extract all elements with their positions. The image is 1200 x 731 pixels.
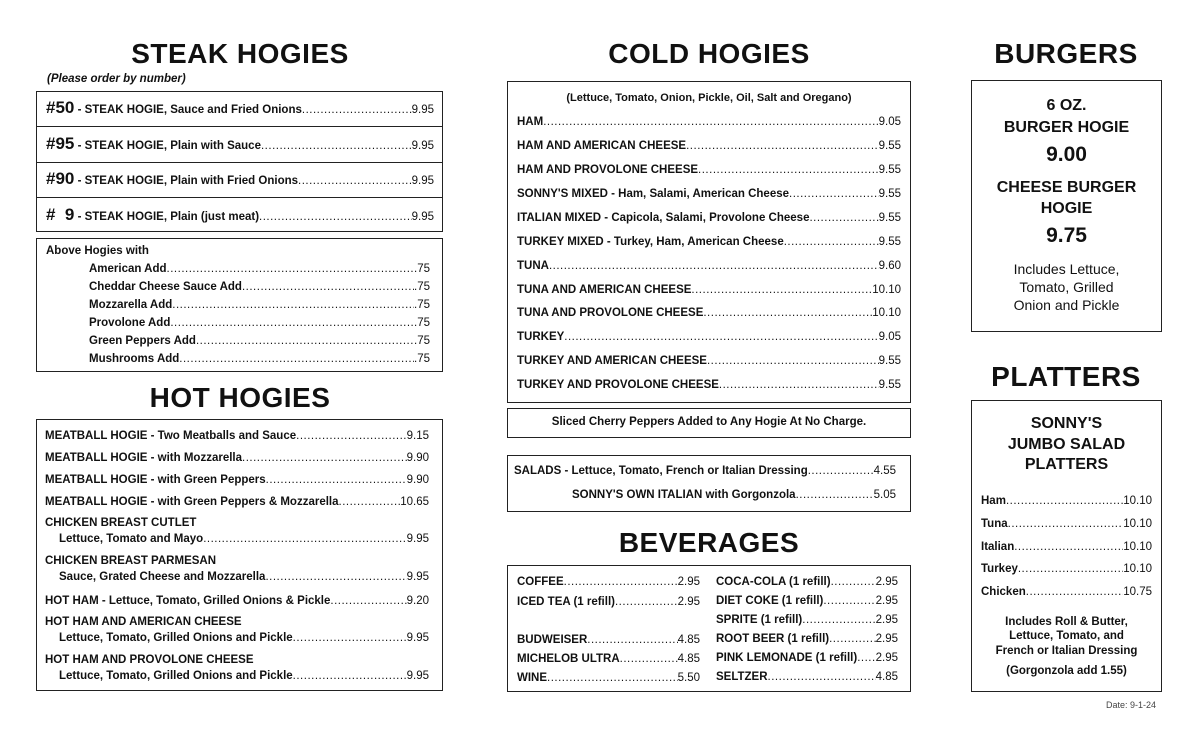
item-label: DIET COKE (1 refill) — [716, 595, 824, 607]
item-price: 9.55 — [878, 236, 901, 248]
item-price: 10.10 — [1123, 541, 1152, 553]
leader-dots — [259, 211, 412, 223]
item-price: 5.05 — [873, 489, 896, 501]
platters-heading: PLATTERS — [991, 361, 1141, 392]
platter-item — [981, 541, 1152, 553]
leader-dots — [261, 140, 412, 152]
leader-dots — [242, 452, 407, 464]
item-price: 9.55 — [878, 355, 901, 367]
item-price: 9.95 — [411, 104, 434, 116]
item-price: 9.90 — [406, 474, 429, 486]
cold-item — [517, 331, 901, 343]
cherry-peppers-note: Sliced Cherry Peppers Added to Any Hogie At No Charge. — [551, 416, 867, 428]
hot-item — [59, 533, 429, 545]
item-label: Mushrooms Add — [89, 353, 180, 365]
cold-item — [517, 140, 901, 152]
leader-dots — [857, 652, 875, 664]
platter-item — [981, 586, 1152, 598]
cold-item — [517, 355, 901, 367]
steak-hogies-heading: STEAK HOGIES — [131, 38, 349, 69]
divider — [36, 162, 443, 163]
item-label: COFFEE — [517, 576, 564, 588]
burger-price: 9.00 — [1046, 143, 1087, 166]
steak-order-note: (Please order by number) — [47, 73, 186, 85]
item-price: 9.95 — [406, 632, 429, 644]
leader-dots — [298, 175, 412, 187]
menu-date: Date: 9-1-24 — [1106, 700, 1157, 710]
cold-item — [517, 379, 901, 391]
item-label: Tuna — [981, 518, 1008, 530]
cold-item — [517, 260, 901, 272]
item-label: MEATBALL HOGIE - with Mozzarella — [45, 452, 242, 464]
item-label: Mozzarella Add — [89, 299, 173, 311]
item-label: COCA-COLA (1 refill) — [716, 576, 831, 588]
cheeseburger-name: CHEESE BURGER — [996, 179, 1137, 196]
item-price: 10.65 — [400, 496, 429, 508]
item-label: TUNA — [517, 260, 549, 272]
salad-item — [514, 465, 896, 477]
gorgonzola-note: (Gorgonzola add 1.55) — [1006, 665, 1127, 677]
beverage-item — [716, 576, 898, 588]
item-price: 9.05 — [878, 116, 901, 128]
item-price: 10.10 — [872, 307, 901, 319]
item-label: Provolone Add — [89, 317, 171, 329]
leader-dots — [172, 299, 414, 311]
leader-dots — [784, 236, 879, 248]
item-label: Lettuce, Tomato, Grilled Onions and Pickle — [59, 670, 293, 682]
leader-dots — [564, 576, 678, 588]
item-label: Turkey — [981, 563, 1018, 575]
leader-dots — [293, 632, 407, 644]
item-price: 2.95 — [875, 652, 898, 664]
leader-dots — [587, 634, 677, 646]
item-price: 9.15 — [406, 430, 429, 442]
burger-size: 6 OZ. — [1046, 97, 1087, 114]
addon-item — [89, 299, 430, 311]
cold-item — [517, 188, 901, 200]
item-number: # 9 — [46, 205, 75, 224]
item-label: SELTZER — [716, 671, 768, 683]
platters-includes: French or Italian Dressing — [995, 645, 1138, 657]
item-price: 4.85 — [677, 653, 700, 665]
item-price: .75 — [414, 317, 430, 329]
cold-item — [517, 116, 901, 128]
cheeseburger-price: 9.75 — [1046, 224, 1087, 247]
item-price: 9.95 — [406, 571, 429, 583]
item-label: BUDWEISER — [517, 634, 588, 646]
leader-dots — [564, 331, 878, 343]
hot-item — [45, 452, 429, 464]
leader-dots — [543, 116, 878, 128]
item-price: 4.55 — [873, 465, 896, 477]
item-label: ROOT BEER (1 refill) — [716, 633, 830, 645]
leader-dots — [829, 633, 876, 645]
leader-dots — [802, 614, 875, 626]
item-price: 9.95 — [411, 211, 434, 223]
item-price: 10.10 — [1123, 563, 1152, 575]
item-label: HAM — [517, 116, 544, 128]
leader-dots — [170, 317, 414, 329]
beverage-item — [716, 652, 898, 664]
item-price: 9.55 — [878, 164, 901, 176]
salad-item — [572, 489, 896, 501]
beverage-item — [716, 671, 898, 683]
item-price: .75 — [414, 263, 430, 275]
item-label: Green Peppers Add — [89, 335, 196, 347]
item-price: 9.05 — [878, 331, 901, 343]
leader-dots — [1006, 495, 1123, 507]
leader-dots — [789, 188, 879, 200]
item-price: 2.95 — [875, 633, 898, 645]
leader-dots — [831, 576, 876, 588]
beverage-item — [517, 576, 700, 588]
leader-dots — [1018, 563, 1123, 575]
hot-item — [59, 670, 429, 682]
platters-includes: Includes Roll & Butter, — [1005, 616, 1128, 628]
item-label: TURKEY MIXED - Turkey, Ham, American Cheese — [517, 236, 784, 248]
item-price: 10.10 — [1123, 495, 1152, 507]
item-price: .75 — [414, 281, 430, 293]
leader-dots — [796, 489, 874, 501]
item-label: - STEAK HOGIE, Plain with Sauce — [77, 140, 261, 152]
item-label: TURKEY — [517, 331, 565, 343]
leader-dots — [1014, 541, 1123, 553]
beverage-item — [517, 653, 700, 665]
leader-dots — [823, 595, 875, 607]
leader-dots — [620, 653, 678, 665]
item-price: 9.95 — [406, 533, 429, 545]
item-price: .75 — [414, 335, 430, 347]
hot-item-title: HOT HAM AND PROVOLONE CHEESE — [45, 654, 254, 666]
salads-box — [507, 455, 911, 512]
steak-item — [46, 205, 434, 225]
item-price: 9.95 — [406, 670, 429, 682]
item-label: PINK LEMONADE (1 refill) — [716, 652, 858, 664]
hot-item — [45, 430, 429, 442]
leader-dots — [719, 379, 879, 391]
item-label: SONNY'S OWN ITALIAN with Gorgonzola — [572, 489, 796, 501]
item-price: 9.55 — [878, 212, 901, 224]
cold-note: (Lettuce, Tomato, Onion, Pickle, Oil, Salt and Oregano) — [566, 92, 852, 104]
item-label: MEATBALL HOGIE - with Green Peppers — [45, 474, 266, 486]
item-label: American Add — [89, 263, 167, 275]
item-price: 4.85 — [875, 671, 898, 683]
platters-title: JUMBO SALAD — [1007, 436, 1126, 453]
leader-dots — [1008, 518, 1124, 530]
beverage-item — [716, 614, 898, 626]
beverage-item — [716, 633, 898, 645]
burger-includes: Includes Lettuce, — [1013, 261, 1120, 277]
addon-item — [89, 353, 430, 365]
hot-item-title: HOT HAM AND AMERICAN CHEESE — [45, 616, 242, 628]
item-price: 2.95 — [875, 576, 898, 588]
leader-dots — [686, 140, 879, 152]
leader-dots — [547, 672, 678, 684]
leader-dots — [242, 281, 414, 293]
cold-item — [517, 307, 901, 319]
item-price: 2.95 — [875, 614, 898, 626]
cold-item — [517, 236, 901, 248]
leader-dots — [266, 474, 407, 486]
item-label: TURKEY AND PROVOLONE CHEESE — [517, 379, 719, 391]
leader-dots — [203, 533, 406, 545]
leader-dots — [703, 307, 872, 319]
platters-title: PLATTERS — [1024, 456, 1109, 473]
item-price: 9.60 — [878, 260, 901, 272]
item-label: MEATBALL HOGIE - Two Meatballs and Sauce — [45, 430, 297, 442]
cold-hogies-heading: COLD HOGIES — [608, 38, 810, 69]
hot-item — [59, 632, 429, 644]
beverage-item — [517, 596, 700, 608]
leader-dots — [179, 353, 414, 365]
item-label: - STEAK HOGIE, Plain (just meat) — [77, 211, 260, 223]
item-label: HOT HAM - Lettuce, Tomato, Grilled Onions & Pickle — [45, 595, 331, 607]
steak-item — [46, 134, 434, 154]
item-label: MICHELOB ULTRA — [517, 653, 620, 665]
item-label: HAM AND PROVOLONE CHEESE — [517, 164, 699, 176]
leader-dots — [196, 335, 414, 347]
leader-dots — [330, 595, 406, 607]
item-label: - STEAK HOGIE, Plain with Fried Onions — [77, 175, 299, 187]
beverage-item — [716, 595, 898, 607]
platter-item — [981, 518, 1152, 530]
item-price: 9.95 — [411, 140, 434, 152]
leader-dots — [808, 465, 874, 477]
platter-item — [981, 495, 1152, 507]
item-price: 2.95 — [677, 596, 700, 608]
beverage-item — [517, 634, 700, 646]
addon-item — [89, 281, 430, 293]
item-label: Cheddar Cheese Sauce Add — [89, 281, 242, 293]
item-label: ITALIAN MIXED - Capicola, Salami, Provolone Cheese — [517, 212, 810, 224]
burgers-heading: BURGERS — [994, 38, 1138, 69]
item-label: MEATBALL HOGIE - with Green Peppers & Mozzarella — [45, 496, 339, 508]
item-label: TUNA AND PROVOLONE CHEESE — [517, 307, 704, 319]
item-label: SPRITE (1 refill) — [716, 614, 803, 626]
item-price: .75 — [414, 353, 430, 365]
cheeseburger-name: HOGIE — [1040, 200, 1093, 217]
leader-dots — [167, 263, 414, 275]
item-price: 9.95 — [411, 175, 434, 187]
item-price: 10.10 — [872, 284, 901, 296]
hot-item — [45, 496, 429, 508]
cold-item — [517, 164, 901, 176]
leader-dots — [768, 671, 876, 683]
item-price: 2.95 — [875, 595, 898, 607]
item-price: 9.20 — [406, 595, 429, 607]
hot-item — [45, 595, 429, 607]
leader-dots — [691, 284, 872, 296]
hot-item — [45, 474, 429, 486]
leader-dots — [265, 571, 406, 583]
platters-title: SONNY'S — [1030, 415, 1103, 432]
item-label: HAM AND AMERICAN CHEESE — [517, 140, 687, 152]
item-number: #50 — [46, 98, 75, 117]
burger-includes: Onion and Pickle — [1013, 297, 1120, 313]
item-price: 5.50 — [677, 672, 700, 684]
item-price: 9.55 — [878, 140, 901, 152]
item-label: SONNY'S MIXED - Ham, Salami, American Cheese — [517, 188, 790, 200]
item-price: 2.95 — [677, 576, 700, 588]
item-label: TUNA AND AMERICAN CHEESE — [517, 284, 692, 296]
leader-dots — [339, 496, 401, 508]
leader-dots — [296, 430, 406, 442]
item-label: Ham — [981, 495, 1006, 507]
item-price: 4.85 — [677, 634, 700, 646]
item-price: 9.90 — [406, 452, 429, 464]
item-label: Lettuce, Tomato, Grilled Onions and Pickle — [59, 632, 293, 644]
hot-hogies-heading: HOT HOGIES — [149, 382, 331, 413]
addons-title: Above Hogies with — [46, 245, 149, 257]
beverages-heading: BEVERAGES — [618, 527, 800, 558]
item-price: .75 — [414, 299, 430, 311]
item-price: 10.75 — [1123, 586, 1152, 598]
item-number: #95 — [46, 134, 75, 153]
addon-item — [89, 263, 430, 275]
hot-item — [59, 571, 429, 583]
leader-dots — [809, 212, 878, 224]
cold-item — [517, 284, 901, 296]
platter-item — [981, 563, 1152, 575]
item-price: 10.10 — [1123, 518, 1152, 530]
leader-dots — [293, 670, 407, 682]
item-price: 9.55 — [878, 188, 901, 200]
leader-dots — [549, 260, 879, 272]
addon-item — [89, 335, 430, 347]
cold-item — [517, 212, 901, 224]
item-label: - STEAK HOGIE, Sauce and Fried Onions — [77, 104, 302, 116]
hot-item-title: CHICKEN BREAST PARMESAN — [45, 555, 217, 567]
item-label: Italian — [981, 541, 1015, 553]
divider — [36, 126, 443, 127]
leader-dots — [302, 104, 412, 116]
item-label: Sauce, Grated Cheese and Mozzarella — [59, 571, 266, 583]
steak-item — [46, 98, 434, 118]
hot-item-title: CHICKEN BREAST CUTLET — [45, 517, 197, 529]
burger-name: BURGER HOGIE — [1003, 119, 1130, 136]
item-label: TURKEY AND AMERICAN CHEESE — [517, 355, 707, 367]
beverage-item — [517, 672, 700, 684]
item-label: Chicken — [981, 586, 1026, 598]
item-price: 9.55 — [878, 379, 901, 391]
addon-item — [89, 317, 430, 329]
item-label: Lettuce, Tomato and Mayo — [59, 533, 204, 545]
divider — [36, 197, 443, 198]
item-number: #90 — [46, 169, 75, 188]
leader-dots — [707, 355, 879, 367]
platters-includes: Lettuce, Tomato, and — [1009, 630, 1124, 642]
leader-dots — [615, 596, 678, 608]
item-label: WINE — [517, 672, 548, 684]
leader-dots — [1026, 586, 1123, 598]
steak-item — [46, 169, 434, 189]
leader-dots — [698, 164, 879, 176]
item-label: SALADS - Lettuce, Tomato, French or Italian Dressing — [514, 465, 808, 477]
burger-includes: Tomato, Grilled — [1019, 279, 1114, 295]
item-label: ICED TEA (1 refill) — [517, 596, 615, 608]
